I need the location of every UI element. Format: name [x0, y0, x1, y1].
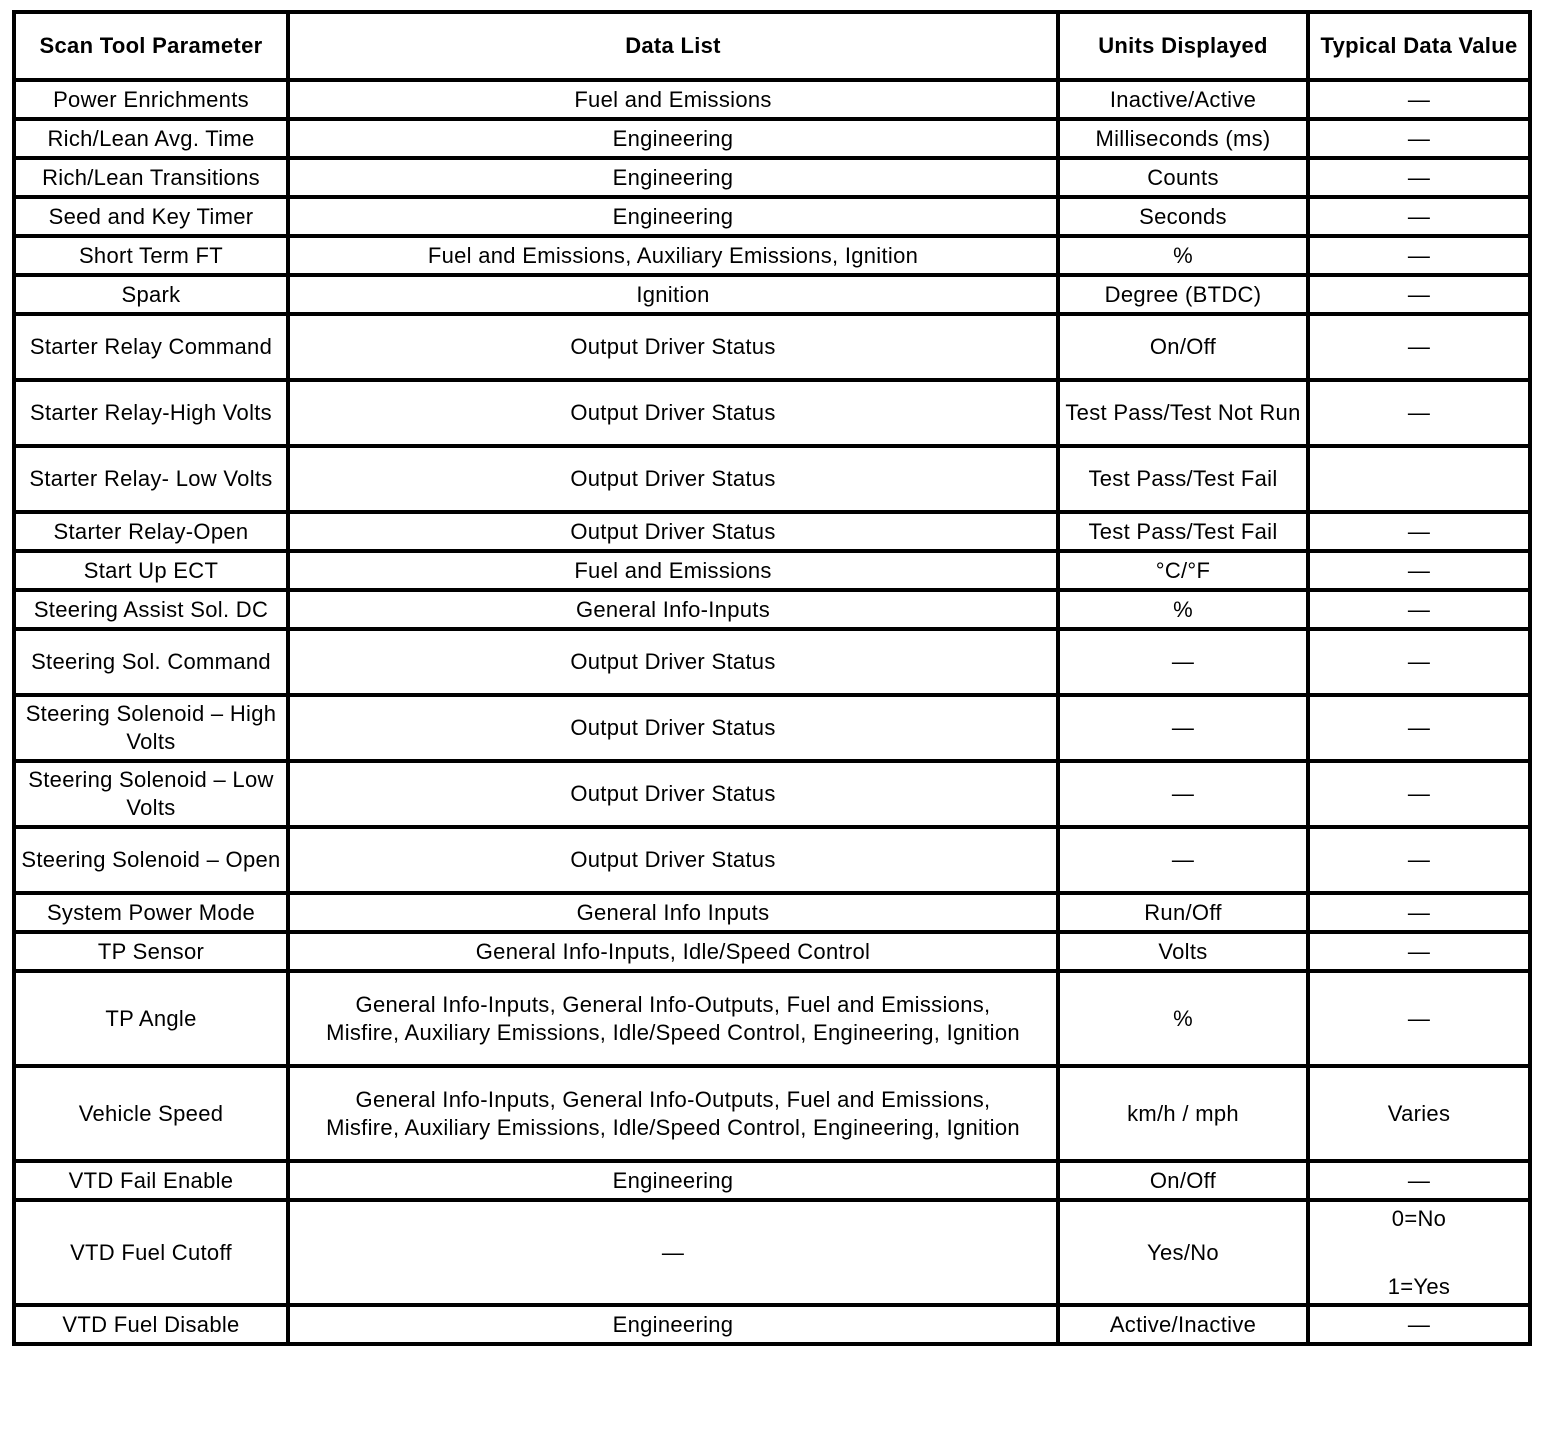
- cell-parameter: Steering Solenoid – Open: [14, 827, 288, 893]
- cell-typical-value: [1308, 1200, 1530, 1305]
- cell-data-list: General Info-Inputs, Idle/Speed Control: [288, 932, 1058, 971]
- cell-units: Counts: [1058, 158, 1308, 197]
- cell-parameter: Start Up ECT: [14, 551, 288, 590]
- table-row: [14, 275, 1530, 314]
- table-row: [14, 446, 1530, 512]
- cell-data-list: Engineering: [288, 119, 1058, 158]
- cell-parameter: System Power Mode: [14, 893, 288, 932]
- cell-parameter: VTD Fail Enable: [14, 1161, 288, 1200]
- table-row: [14, 932, 1530, 971]
- cell-parameter: Seed and Key Timer: [14, 197, 288, 236]
- cell-data-list: Output Driver Status: [288, 512, 1058, 551]
- table-row: [14, 551, 1530, 590]
- table-row: [14, 1066, 1530, 1161]
- cell-units: Test Pass/Test Fail: [1058, 446, 1308, 512]
- table-row: [14, 1305, 1530, 1344]
- cell-parameter: TP Angle: [14, 971, 288, 1066]
- cell-data-list: Output Driver Status: [288, 629, 1058, 695]
- table-row: [14, 119, 1530, 158]
- table-header-row: [14, 12, 1530, 80]
- cell-parameter: VTD Fuel Cutoff: [14, 1200, 288, 1305]
- cell-units: —: [1058, 629, 1308, 695]
- cell-parameter: Spark: [14, 275, 288, 314]
- cell-parameter: Steering Solenoid – Low Volts: [14, 761, 288, 827]
- cell-typical-value: —: [1308, 590, 1530, 629]
- cell-data-list: Fuel and Emissions: [288, 551, 1058, 590]
- cell-units: —: [1058, 695, 1308, 761]
- header-data-list: Data List: [288, 12, 1058, 80]
- cell-typical-value: —: [1308, 893, 1530, 932]
- cell-typical-value: —: [1308, 1161, 1530, 1200]
- cell-typical-value: —: [1308, 1305, 1530, 1344]
- line-gap: [1314, 1233, 1524, 1273]
- cell-parameter: Power Enrichments: [14, 80, 288, 119]
- typical-value-line: 0=No: [1391, 1205, 1447, 1231]
- cell-typical-value: —: [1308, 80, 1530, 119]
- cell-units: %: [1058, 590, 1308, 629]
- cell-parameter: Rich/Lean Avg. Time: [14, 119, 288, 158]
- cell-data-list: General Info-Inputs, General Info-Outputs, Fuel and Emissions, Misfire, Auxiliary Emissions, Idle/Speed Control, Engineering, Ignition: [288, 1066, 1058, 1161]
- cell-parameter: Starter Relay-High Volts: [14, 380, 288, 446]
- table-row: [14, 197, 1530, 236]
- cell-units: °C/°F: [1058, 551, 1308, 590]
- cell-data-list: Output Driver Status: [288, 695, 1058, 761]
- cell-typical-value: —: [1308, 695, 1530, 761]
- cell-parameter: Starter Relay Command: [14, 314, 288, 380]
- cell-typical-value: —: [1308, 629, 1530, 695]
- cell-units: Active/Inactive: [1058, 1305, 1308, 1344]
- header-units-displayed: Units Displayed: [1058, 12, 1308, 80]
- cell-typical-value: —: [1308, 551, 1530, 590]
- cell-parameter: Vehicle Speed: [14, 1066, 288, 1161]
- cell-data-list: Output Driver Status: [288, 761, 1058, 827]
- cell-units: Test Pass/Test Not Run: [1058, 380, 1308, 446]
- cell-units: Run/Off: [1058, 893, 1308, 932]
- table-row: [14, 1200, 1530, 1305]
- cell-units: Seconds: [1058, 197, 1308, 236]
- table-row: [14, 827, 1530, 893]
- cell-data-list: Output Driver Status: [288, 380, 1058, 446]
- table-row: [14, 695, 1530, 761]
- cell-units: Yes/No: [1058, 1200, 1308, 1305]
- cell-typical-value: —: [1308, 380, 1530, 446]
- table-row: [14, 893, 1530, 932]
- cell-parameter: Steering Sol. Command: [14, 629, 288, 695]
- cell-parameter: Steering Assist Sol. DC: [14, 590, 288, 629]
- cell-data-list: —: [288, 1200, 1058, 1305]
- cell-units: On/Off: [1058, 1161, 1308, 1200]
- cell-typical-value: —: [1308, 236, 1530, 275]
- cell-parameter: Steering Solenoid – High Volts: [14, 695, 288, 761]
- table-row: [14, 1161, 1530, 1200]
- table-row: [14, 512, 1530, 551]
- cell-units: Milliseconds (ms): [1058, 119, 1308, 158]
- cell-parameter: Short Term FT: [14, 236, 288, 275]
- cell-units: —: [1058, 761, 1308, 827]
- cell-typical-value: —: [1308, 314, 1530, 380]
- cell-typical-value: —: [1308, 512, 1530, 551]
- cell-data-list: Ignition: [288, 275, 1058, 314]
- table-row: [14, 158, 1530, 197]
- cell-typical-value: —: [1308, 827, 1530, 893]
- cell-data-list: Fuel and Emissions: [288, 80, 1058, 119]
- cell-data-list: Output Driver Status: [288, 446, 1058, 512]
- cell-data-list: General Info-Inputs, General Info-Outputs, Fuel and Emissions, Misfire, Auxiliary Emissions, Idle/Speed Control, Engineering, Ignition: [288, 971, 1058, 1066]
- cell-parameter: TP Sensor: [14, 932, 288, 971]
- cell-data-list: Engineering: [288, 1161, 1058, 1200]
- scan-tool-parameter-table: [12, 10, 1532, 1346]
- cell-data-list: Output Driver Status: [288, 827, 1058, 893]
- table-row: [14, 314, 1530, 380]
- cell-units: On/Off: [1058, 314, 1308, 380]
- table-row: [14, 380, 1530, 446]
- cell-typical-value: —: [1308, 761, 1530, 827]
- typical-value-line: 1=Yes: [1387, 1273, 1451, 1299]
- cell-typical-value: —: [1308, 275, 1530, 314]
- table-row: [14, 590, 1530, 629]
- cell-typical-value: —: [1308, 158, 1530, 197]
- cell-units: Degree (BTDC): [1058, 275, 1308, 314]
- cell-typical-value: [1308, 446, 1530, 512]
- cell-data-list: Fuel and Emissions, Auxiliary Emissions, Ignition: [288, 236, 1058, 275]
- cell-units: %: [1058, 236, 1308, 275]
- cell-typical-value: —: [1308, 971, 1530, 1066]
- cell-data-list: General Info Inputs: [288, 893, 1058, 932]
- cell-units: Test Pass/Test Fail: [1058, 512, 1308, 551]
- cell-units: %: [1058, 971, 1308, 1066]
- cell-units: km/h / mph: [1058, 1066, 1308, 1161]
- table-row: [14, 971, 1530, 1066]
- cell-parameter: Starter Relay- Low Volts: [14, 446, 288, 512]
- cell-data-list: Engineering: [288, 197, 1058, 236]
- cell-parameter: Rich/Lean Transitions: [14, 158, 288, 197]
- cell-typical-value: —: [1308, 197, 1530, 236]
- table-row: [14, 761, 1530, 827]
- cell-units: Inactive/Active: [1058, 80, 1308, 119]
- header-scan-tool-parameter: Scan Tool Parameter: [14, 12, 288, 80]
- table-row: [14, 236, 1530, 275]
- cell-units: Volts: [1058, 932, 1308, 971]
- header-typical-data-value: Typical Data Value: [1308, 12, 1530, 80]
- cell-data-list: Engineering: [288, 158, 1058, 197]
- cell-typical-value: —: [1308, 932, 1530, 971]
- cell-typical-value: Varies: [1308, 1066, 1530, 1161]
- cell-parameter: VTD Fuel Disable: [14, 1305, 288, 1344]
- table-row: [14, 80, 1530, 119]
- cell-typical-value: —: [1308, 119, 1530, 158]
- table-row: [14, 629, 1530, 695]
- cell-parameter: Starter Relay-Open: [14, 512, 288, 551]
- cell-units: —: [1058, 827, 1308, 893]
- cell-data-list: General Info-Inputs: [288, 590, 1058, 629]
- cell-data-list: Output Driver Status: [288, 314, 1058, 380]
- cell-data-list: Engineering: [288, 1305, 1058, 1344]
